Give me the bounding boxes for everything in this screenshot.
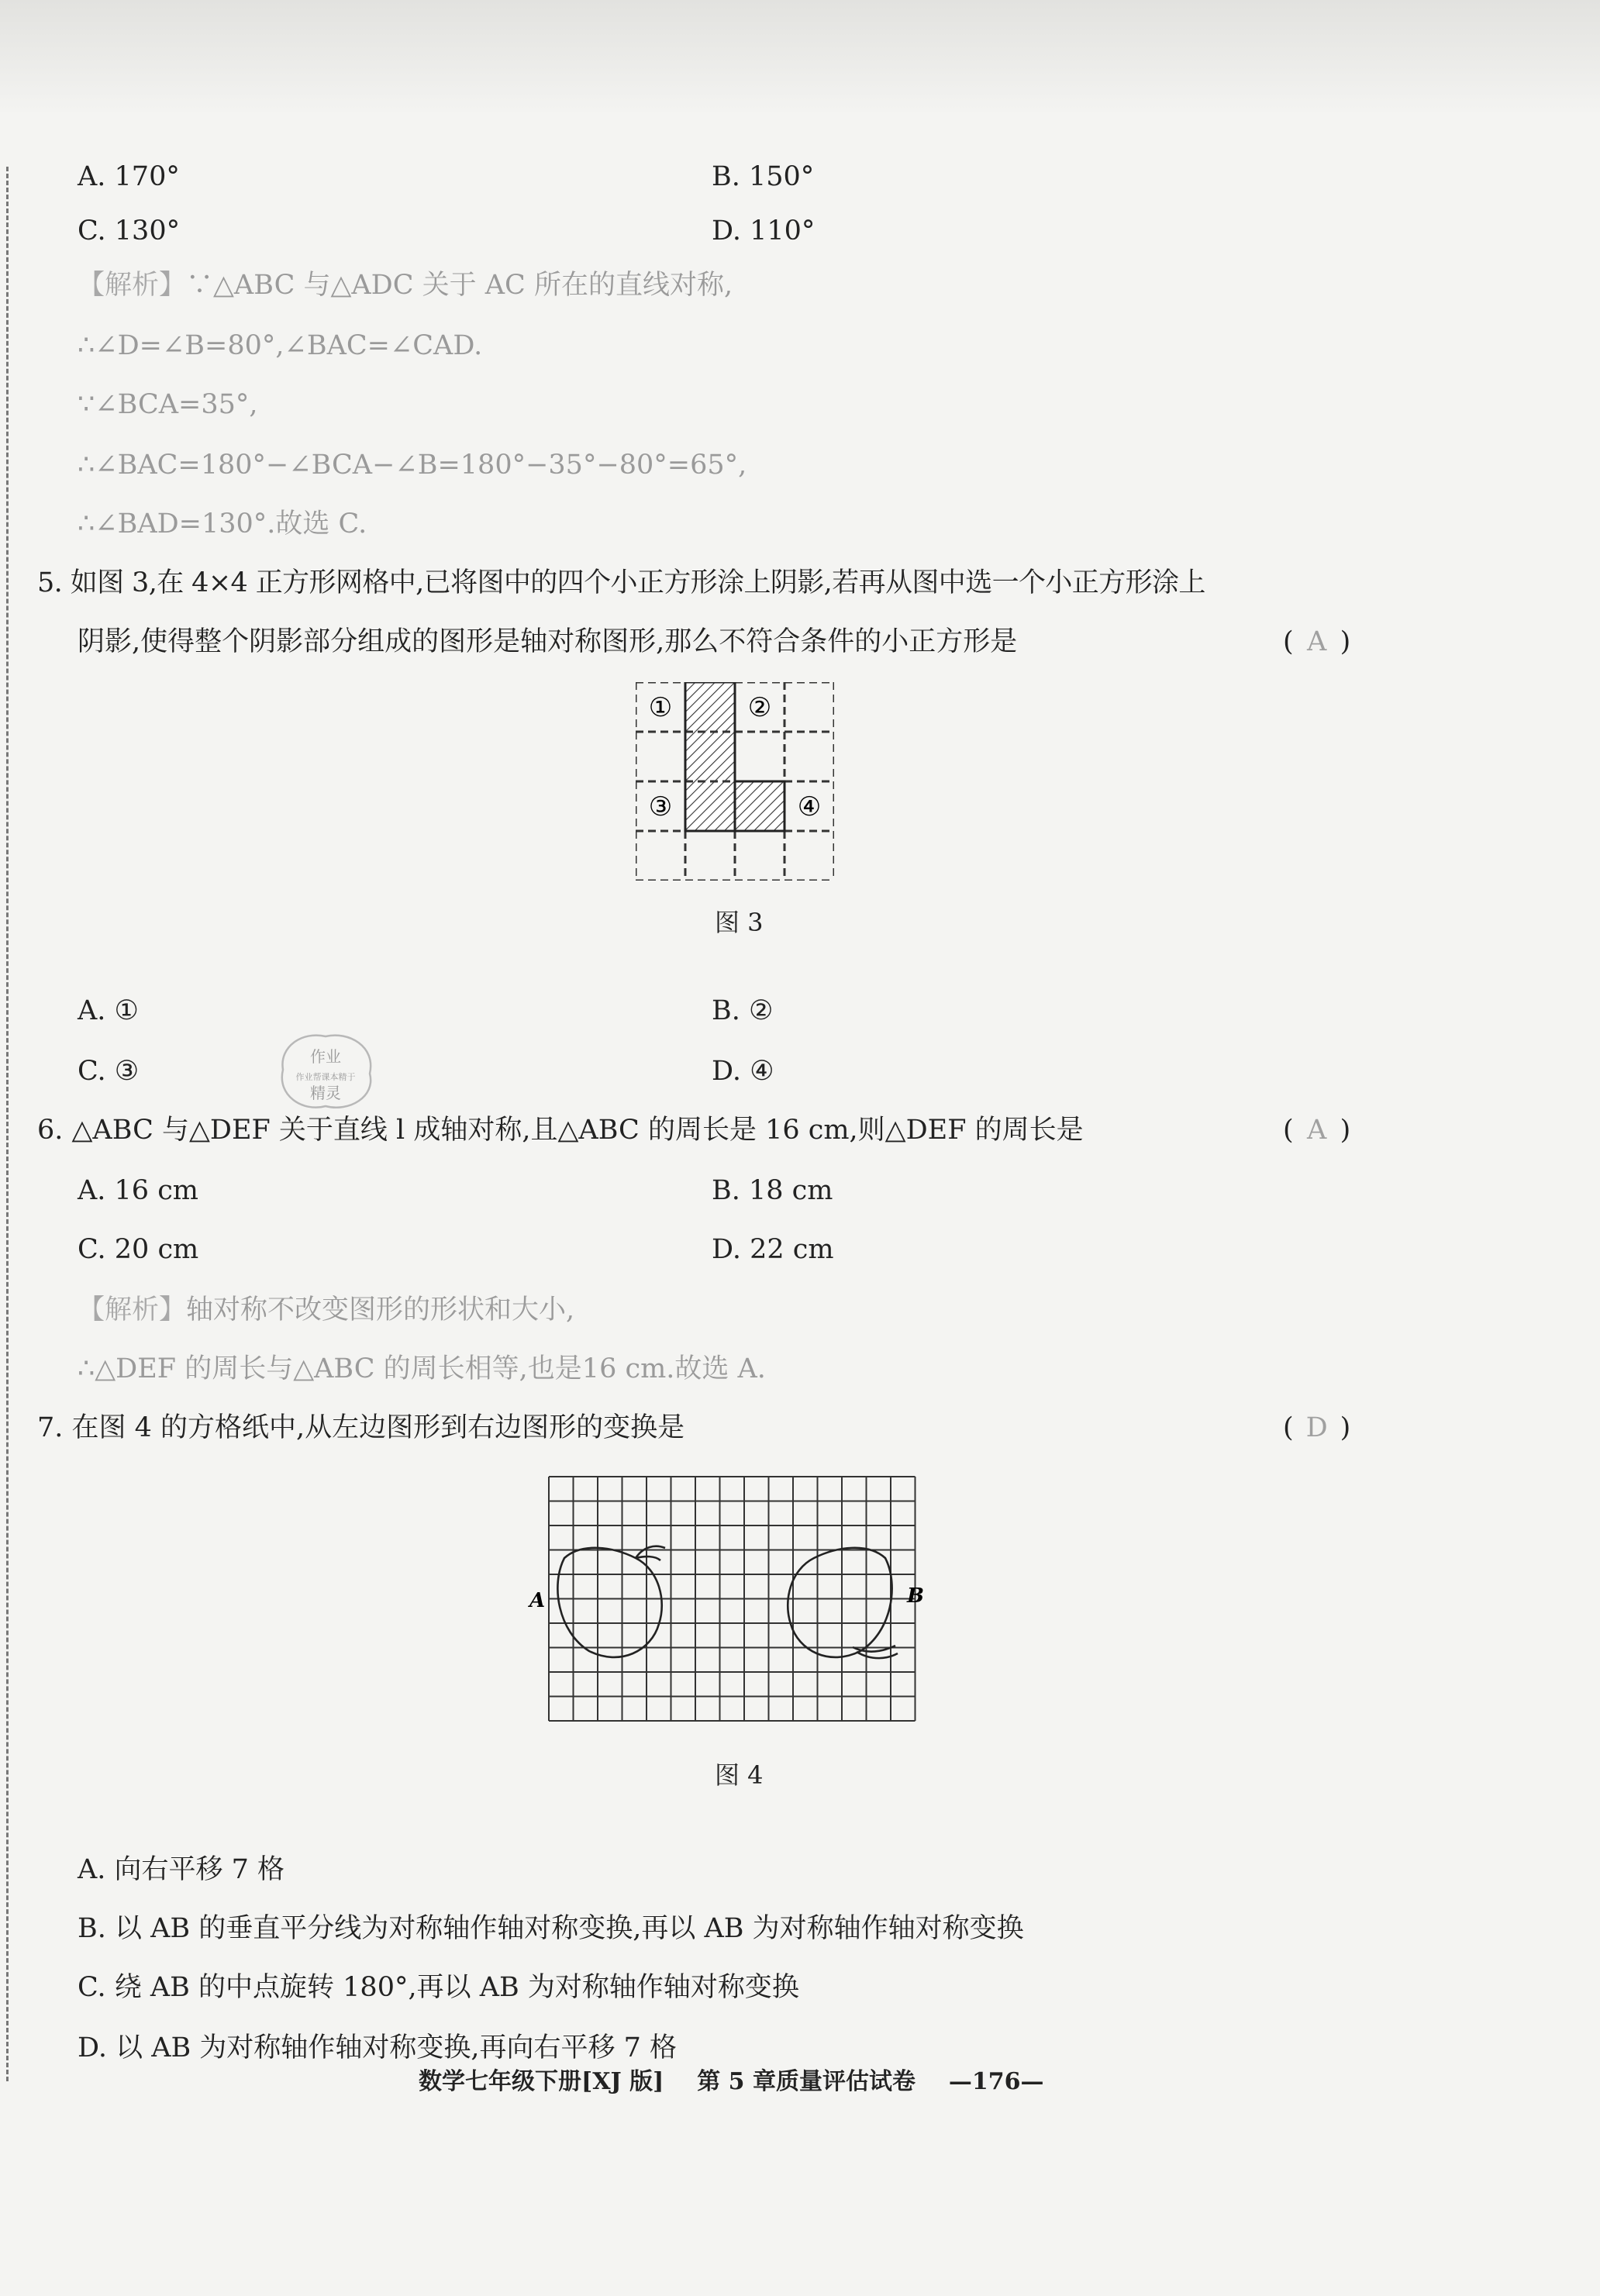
q4-option-a: A. 170°	[78, 161, 180, 192]
q5-option-d: D. ④	[712, 1056, 774, 1087]
shaded-cell	[685, 732, 735, 781]
q5-stem-line1: 5. 如图 3,在 4×4 正方形网格中,已将图中的四个小正方形涂上阴影,若再从图中选一个小正方形涂上	[37, 567, 1205, 598]
figure-4-grid	[527, 1469, 930, 1732]
footer-chapter: 第 5 章质量评估试卷	[697, 2068, 916, 2095]
q6-stem: 6. △ABC 与△DEF 关于直线 l 成轴对称,且△ABC 的周长是 16 cm,则△DEF 的周长是	[37, 1115, 1084, 1146]
label-b: B	[907, 1584, 924, 1608]
figure-4-caption: 图 4	[715, 1760, 764, 1790]
q6-option-d: D. 22 cm	[712, 1234, 834, 1265]
shaded-cell	[735, 781, 784, 831]
binding-line	[6, 167, 9, 2081]
q4-analysis-line: ∴∠BAC=180°−∠BCA−∠B=180°−35°−80°=65°,	[78, 450, 747, 481]
q5-option-b: B. ②	[712, 995, 774, 1026]
q6-option-b: B. 18 cm	[712, 1175, 833, 1206]
analysis-tag: 【解析】	[78, 270, 187, 301]
q6-analysis-line: 【解析】轴对称不改变图形的形状和大小,	[78, 1295, 575, 1326]
page-top-shadow	[0, 0, 1600, 116]
shaded-cell	[685, 682, 735, 732]
footer-book: 数学七年级下册[XJ 版]	[419, 2068, 664, 2095]
q4-option-d: D. 110°	[712, 215, 816, 246]
q4-analysis-line: ∴∠D=∠B=80°,∠BAC=∠CAD.	[78, 330, 483, 361]
label-a: A	[529, 1589, 546, 1612]
q4-option-b: B. 150°	[712, 161, 815, 192]
q7-option-d: D. 以 AB 为对称轴作轴对称变换,再向右平移 7 格	[78, 2032, 677, 2063]
q5-answer: ( A )	[1283, 626, 1351, 657]
q5-option-c: C. ③	[78, 1056, 140, 1087]
page-number: —176—	[948, 2068, 1044, 2095]
q6-option-c: C. 20 cm	[78, 1234, 199, 1265]
q6-option-a: A. 16 cm	[78, 1175, 198, 1206]
shaded-cell	[685, 781, 735, 831]
q5-option-a: A. ①	[78, 995, 139, 1026]
q4-analysis-line: ∴∠BAD=130°.故选 C.	[78, 508, 367, 540]
q4-analysis-line: ∵∠BCA=35°,	[78, 389, 258, 420]
q7-answer: ( D )	[1283, 1412, 1351, 1443]
cell-label-1: ①	[648, 692, 673, 723]
page-footer	[419, 2062, 1044, 2096]
stamp-watermark	[267, 1027, 384, 1116]
q7-stem: 7. 在图 4 的方格纸中,从左边图形到右边图形的变换是	[37, 1412, 685, 1443]
cell-label-2: ②	[747, 692, 772, 723]
svg-text:作业: 作业	[310, 1047, 341, 1066]
q6-analysis-line: ∴△DEF 的周长与△ABC 的周长相等,也是16 cm.故选 A.	[78, 1353, 766, 1384]
cell-label-4: ④	[797, 791, 822, 822]
q7-option-c: C. 绕 AB 的中点旋转 180°,再以 AB 为对称轴作轴对称变换	[78, 1972, 799, 2003]
q7-option-a: A. 向右平移 7 格	[78, 1854, 285, 1885]
right-shape	[788, 1548, 891, 1657]
cell-label-3: ③	[648, 791, 673, 822]
q4-analysis-line: 【解析】∵△ABC 与△ADC 关于 AC 所在的直线对称,	[78, 270, 733, 301]
q6-answer: ( A )	[1283, 1115, 1351, 1146]
q4-option-c: C. 130°	[78, 215, 181, 246]
svg-text:作业帮课本精于: 作业帮课本精于	[295, 1072, 356, 1082]
q7-option-b: B. 以 AB 的垂直平分线为对称轴作轴对称变换,再以 AB 为对称轴作轴对称变换	[78, 1913, 1024, 1944]
figure-3-caption: 图 3	[715, 908, 764, 937]
svg-text:精灵: 精灵	[310, 1084, 341, 1102]
analysis-tag: 【解析】	[78, 1295, 187, 1326]
q5-stem-line2: 阴影,使得整个阴影部分组成的图形是轴对称图形,那么不符合条件的小正方形是	[78, 626, 1018, 657]
figure-3-grid	[636, 682, 834, 881]
